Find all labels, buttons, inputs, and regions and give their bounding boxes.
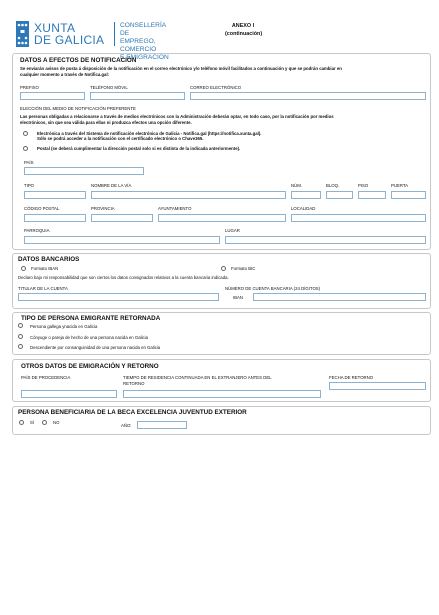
- bic-option: Formato BIC: [231, 266, 256, 271]
- section-title: DATOS BANCARIOS: [18, 256, 80, 263]
- emigrant-option-3-radio[interactable]: [18, 344, 23, 349]
- street-type-label: TIPO: [24, 183, 35, 188]
- yes-label: SÍ: [30, 420, 35, 425]
- beneficiary-section: [12, 406, 431, 435]
- country-field[interactable]: [24, 167, 144, 175]
- logo-xunta: XUNTA: [34, 21, 76, 35]
- year-field[interactable]: [137, 421, 187, 429]
- no-radio[interactable]: [42, 420, 47, 425]
- block-field[interactable]: [326, 191, 353, 199]
- postal-code-field[interactable]: [24, 214, 86, 222]
- postal-code-label: CÓDIGO POSTAL: [24, 206, 60, 211]
- notification-choice-label: ELECCIÓN DEL MEDIO DE NOTIFICACIÓN PREFERENTE: [20, 106, 136, 111]
- yes-radio[interactable]: [19, 420, 24, 425]
- section-title: PERSONA BENEFICIARIA DE LA BECA EXCELENCIA JUVENTUD EXTERIOR: [18, 409, 247, 416]
- municipality-field[interactable]: [158, 214, 286, 222]
- number-field[interactable]: [291, 191, 321, 199]
- section-title: DATOS A EFECTOS DE NOTIFICACIÓN: [20, 57, 137, 64]
- year-label: AÑO:: [121, 423, 132, 428]
- residence-time-label-line1: TIEMPO DE RESIDENCIA CONTINUADA EN EL EXTRANJERO ANTES DEL: [123, 375, 272, 380]
- galicia-shield-icon: [16, 21, 29, 47]
- emigrant-option-1-radio[interactable]: [18, 323, 23, 328]
- mobile-field[interactable]: [90, 92, 185, 100]
- notification-choice-line1: Las personas obligadas a relacionarse a través de medios electrónicos con la Administración deberán optar, en todo caso, por la notificación por medios: [20, 114, 334, 119]
- iban-option: Formato IBAN: [31, 266, 59, 271]
- other-emigration-section: [12, 359, 431, 402]
- street-name-label: NOMBRE DE LA VÍA: [91, 183, 132, 188]
- floor-label: PISO: [358, 183, 369, 188]
- notification-intro-line1: Se enviarán avisos de posta á disposición de la notificación en el correo electrónico y/o teléfono móvil facilitados a continuación y que se podrán cambiar en: [20, 66, 342, 71]
- return-date-field[interactable]: [329, 382, 426, 390]
- email-label: CORREO ELECTRÓNICO: [190, 85, 242, 90]
- bic-radio[interactable]: [221, 266, 226, 271]
- prefix-label: PREFIXO: [20, 85, 39, 90]
- number-label: NÚM.: [291, 183, 302, 188]
- logo-galicia: DE GALICIA: [34, 33, 105, 47]
- origin-country-label: PAÍS DE PROCEDENCIA: [21, 375, 71, 380]
- iban-prefix: IBAN: [233, 295, 244, 300]
- email-field[interactable]: [190, 92, 426, 100]
- bank-section: [12, 253, 431, 309]
- postal-radio[interactable]: [23, 146, 28, 151]
- locality-field[interactable]: [291, 214, 426, 222]
- province-field[interactable]: [91, 214, 153, 222]
- door-field[interactable]: [391, 191, 426, 199]
- electronic-option-line2: Sólo se podrá acceder a la notificación con el certificado electrónico o Chave365.: [37, 136, 204, 141]
- logo-divider: [114, 22, 115, 46]
- bank-declaration: Declaro bajo mi responsabilidad que son ciertos los datos consignados relativos a la cuenta bancaria indicada.: [18, 275, 229, 280]
- mobile-label: TELÉFONO MÓVIL: [90, 85, 128, 90]
- origin-country-field[interactable]: [21, 390, 117, 398]
- parish-label: PARROQUIA: [24, 228, 50, 233]
- annex-subtitle: (continuación): [225, 31, 263, 37]
- parish-field[interactable]: [24, 236, 220, 244]
- emigrant-type-section: [12, 312, 431, 355]
- place-label: LUGAR: [225, 228, 240, 233]
- conselleria-name: CONSELLERÍA DE EMPREGO, COMERCIO E EMIGRACIÓN: [120, 22, 169, 61]
- account-holder-label: TITULAR DE LA CUENTA: [18, 286, 68, 291]
- notification-choice-line2: electrónicos, sin que sea válida para ellas ni produzca efectos una opción diferente.: [20, 120, 192, 125]
- return-date-label: FECHA DE RETORNO: [329, 375, 374, 380]
- floor-field[interactable]: [358, 191, 386, 199]
- locality-label: LOCALIDAD: [291, 206, 316, 211]
- province-label: PROVINCIA: [91, 206, 115, 211]
- annex-heading: [225, 22, 261, 38]
- account-number-field[interactable]: [253, 293, 426, 301]
- residence-time-field[interactable]: [123, 390, 321, 398]
- notification-section: [12, 53, 431, 250]
- block-label: BLOQ.: [326, 183, 340, 188]
- account-number-label: NÚMERO DE CUENTA BANCARIA (24 DÍGITOS): [225, 286, 321, 291]
- door-label: PUERTA: [391, 183, 409, 188]
- municipality-label: AYUNTAMIENTO: [158, 206, 192, 211]
- residence-time-label-line2: RETORNO: [123, 381, 145, 386]
- place-field[interactable]: [225, 236, 426, 244]
- emigrant-option-2: Cónyuge o pareja de hecho de una persona nacida en Galicia: [30, 335, 149, 340]
- emigrant-option-2-radio[interactable]: [18, 334, 23, 339]
- electronic-radio[interactable]: [23, 131, 28, 136]
- annex-title: ANEXO I: [231, 23, 255, 29]
- street-name-field[interactable]: [91, 191, 286, 199]
- electronic-option-line1: Electrónica a través del Sistema de notificación electrónica de Galicia - Notifica.gal (https://notifica.xunta.gal).: [37, 131, 262, 136]
- account-holder-field[interactable]: [18, 293, 219, 301]
- street-type-field[interactable]: [24, 191, 86, 199]
- emigrant-option-1: Persona gallega ynacida en Galicia: [30, 324, 98, 329]
- prefix-field[interactable]: [20, 92, 85, 100]
- emigrant-option-3: Descendiente por consanguinidad de una persona nacida en Galicia: [30, 345, 161, 350]
- iban-radio[interactable]: [21, 266, 26, 271]
- postal-option: Postal (se deberá cumplimentar la dirección postal solo si es distinta de la indicada anteriormente).: [37, 146, 241, 151]
- notification-intro-line2: cualquier momento a través de Notifica.gal:: [20, 72, 110, 77]
- section-title: OTROS DATOS DE EMIGRACIÓN Y RETORNO: [21, 363, 159, 370]
- no-label: NO: [53, 420, 60, 425]
- country-label: PAÍS: [24, 160, 34, 165]
- section-title: TIPO DE PERSONA EMIGRANTE RETORNADA: [21, 315, 161, 322]
